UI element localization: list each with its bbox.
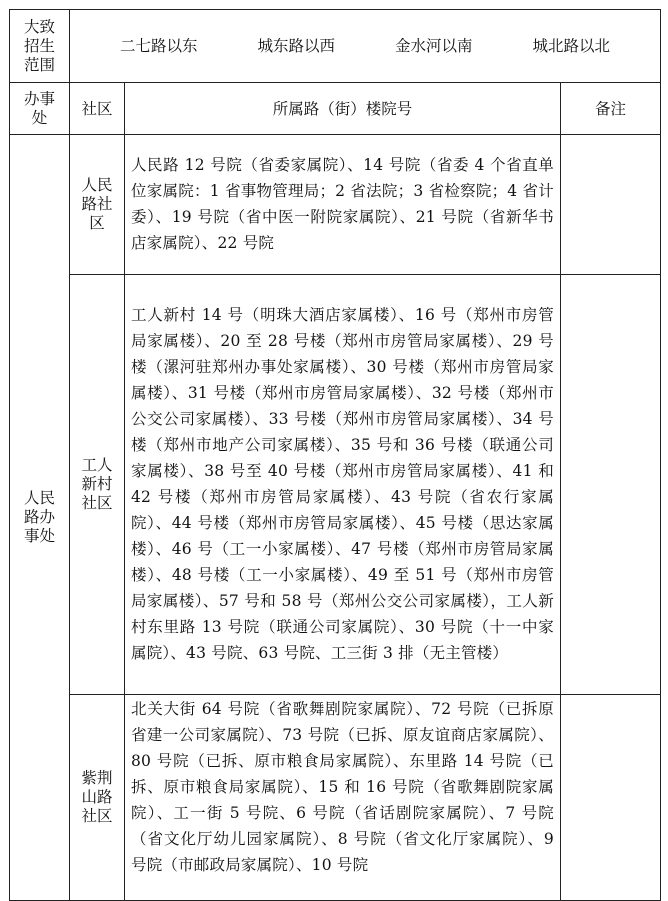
address-list: 北关大街 64 号院（省歌舞剧院家属院）、72 号院（已拆原省建一公司家属院）、73 号院（已拆、原友谊商店家属院）、80 号院（已拆、原市粮食局家属院）、东里路 14 号院（已拆、原市粮食局家属院）、15 和 16 号院（省歌舞剧院家属院）、工一街 5 号院、6 号院（省话剧院家属院）、7 号院（省文化厅幼儿园家属院）、8 号院（省文化厅家属院）、9 号院（市邮政局家属院）、10 号院 xyxy=(131,700,554,874)
notes-cell xyxy=(561,695,661,901)
header-row xyxy=(10,83,661,135)
table-row xyxy=(10,695,661,901)
table-row xyxy=(10,135,661,275)
community-name: 人民 路社 区 xyxy=(70,135,125,275)
boundary-north: 金水河以南 xyxy=(394,37,473,55)
table-row xyxy=(10,275,661,695)
notes-cell xyxy=(561,275,661,695)
community-header: 社区 xyxy=(70,83,125,135)
range-row xyxy=(10,10,661,83)
notes-cell xyxy=(561,135,661,275)
address-list: 工人新村 14 号（明珠大酒店家属楼）、16 号（郑州市房管局家属楼）、20 至 28 号楼（郑州市房管局家属楼）、29 号楼（漯河驻郑州办事处家属楼）、30 号楼（郑州市房管局家属楼）、31 号楼（郑州市房管局家属楼）、32 号楼（郑州市公交公司家属楼）、33 号楼（郑州市房管局家属楼）、34 号楼（郑州市地产公司家属楼）、35 号和 36 号楼（联通公司家属楼）、38 号至 40 号楼（郑州市房管局家属楼）、41 和 42 号楼（郑州市房管局家属楼）、43 号院（省农行家属院）、44 号楼（郑州市房管局家属楼）、45 号楼（思达家属楼）、46 号（工一小家属楼）、47 号楼（郑州市房管局家属楼）、48 号楼（工一小家属楼）、49 至 51 号（郑州市房管局家属楼）、57 号和 58 号（郑州公交公司家属楼），工人新村东里路 13 号院（联通公司家属院）、30 号院（十一中家属院）、43 号院、63 号院、工三街 3 排（无主管楼） xyxy=(125,275,561,695)
boundary-east: 城东路以西 xyxy=(257,37,335,55)
office-header: 办事 处 xyxy=(10,83,70,135)
boundary-south: 城北路以北 xyxy=(532,37,610,55)
range-label: 大致 招生 范围 xyxy=(10,10,70,83)
community-name: 工人 新村 社区 xyxy=(70,275,125,695)
address-header: 所属路（街）楼院号 xyxy=(125,83,561,135)
notes-header: 备注 xyxy=(561,83,661,135)
enrollment-table xyxy=(9,9,661,901)
range-boundaries xyxy=(70,10,661,83)
office-name: 人民 路办 事处 xyxy=(10,135,70,901)
address-list: 人民路 12 号院（省委家属院）、14 号院（省委 4 个省直单位家属院：1 省事物管理局；2 省法院；3 省检察院；4 省计委）、19 号院（省中医一附院家属院）、21 号院（省新华书店家属院）、22 号院 xyxy=(125,135,561,275)
community-name: 紫荆 山路 社区 xyxy=(70,695,125,901)
address-list-cell xyxy=(125,695,561,901)
boundary-west: 二七路以东 xyxy=(119,37,198,55)
